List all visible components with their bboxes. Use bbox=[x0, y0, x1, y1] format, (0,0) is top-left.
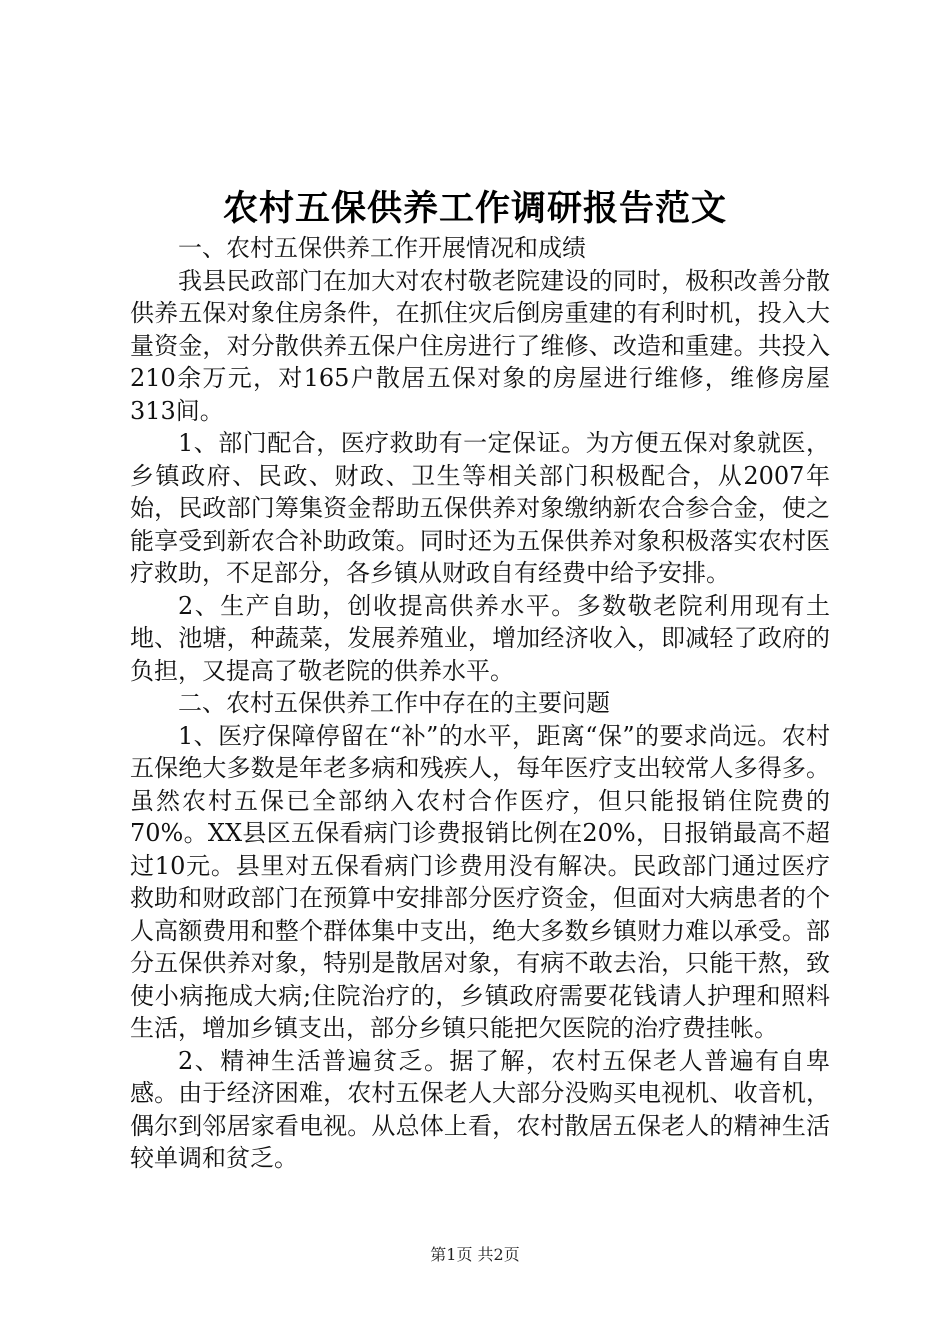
document-title: 农村五保供养工作调研报告范文 bbox=[222, 188, 727, 229]
paragraph-spiritual-life: 2、精神生活普遍贫乏。据了解，农村五保老人普遍有自卑感。由于经济困难，农村五保老人大部分没购买电视机、收音机，偶尔到邻居家看电视。从总体上看，农村散居五保老人的精神生活较单调和贫乏。 bbox=[130, 1046, 830, 1172]
paragraph-medical-cooperation: 1、部门配合，医疗救助有一定保证。为方便五保对象就医，乡镇政府、民政、财政、卫生等相关部门积极配合，从2007年始，民政部门筹集资金帮助五保供养对象缴纳新农合参合金，使之能享受到新农合补助政策。同时还为五保供养对象积极落实农村医疗救助，不足部分，各乡镇从财政自有经费中给予安排。 bbox=[130, 429, 830, 587]
page-footer: 第1页 共2页 bbox=[430, 1245, 520, 1264]
paragraph-production-self-help: 2、生产自助，创收提高供养水平。多数敬老院利用现有土地、池塘，种蔬菜，发展养殖业，增加经济收入，即减轻了政府的负担，又提高了敬老院的供养水平。 bbox=[130, 591, 830, 685]
section-heading-2: 二、农村五保供养工作中存在的主要问题 bbox=[178, 689, 610, 717]
document-body bbox=[130, 232, 830, 1175]
paragraph-housing: 我县民政部门在加大对农村敬老院建设的同时，极积改善分散供养五保对象住房条件，在抓住灾后倒房重建的有利时机，投入大量资金，对分散供养五保户住房进行了维修、改造和重建。共投入210余万元，对165户散居五保对象的房屋进行维修，维修房屋313间。 bbox=[130, 266, 830, 425]
paragraph-medical-security: 1、医疗保障停留在“补”的水平，距离“保”的要求尚远。农村五保绝大多数是年老多病和残疾人，每年医疗支出较常人多得多。虽然农村五保已全部纳入农村合作医疗，但只能报销住院费的70%。XX县区五保看病门诊费报销比例在20%，日报销最高不超过10元。县里对五保看病门诊费用没有解决。民政部门通过医疗救助和财政部门在预算中安排部分医疗资金，但面对大病患者的个人高额费用和整个群体集中支出，绝大多数乡镇财力难以承受。部分五保供养对象，特别是散居对象，有病不敢去治，只能干熬，致使小病拖成大病;住院治疗的，乡镇政府需要花钱请人护理和照料生活，增加乡镇支出，部分乡镇只能把欠医院的治疗费挂帐。 bbox=[130, 721, 830, 1042]
section-heading-1: 一、农村五保供养工作开展情况和成绩 bbox=[178, 234, 586, 262]
